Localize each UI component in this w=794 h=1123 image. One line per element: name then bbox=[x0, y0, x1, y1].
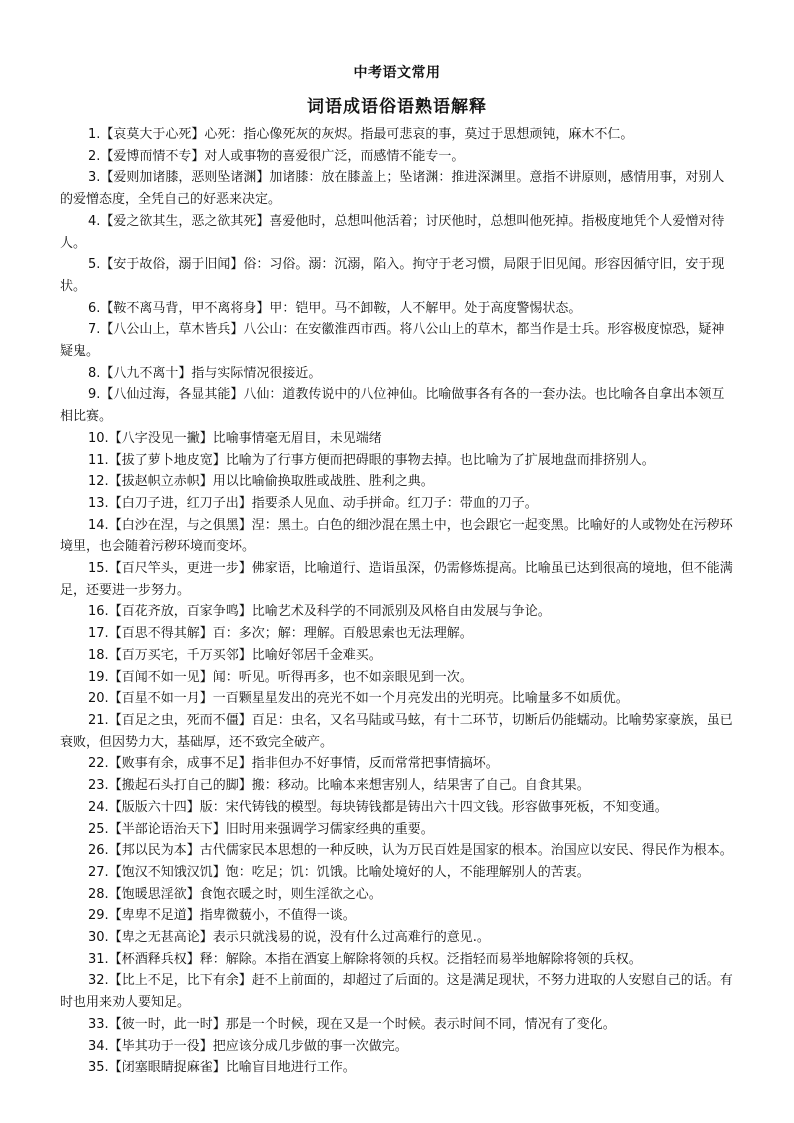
entry-term: 【百星不如一月】 bbox=[108, 691, 213, 707]
entry-term: 【卑之无甚高论】 bbox=[108, 930, 213, 946]
entry-definition: 那是一个时候，现在又是一个时候。表示时间不同，情况有了变化。 bbox=[225, 1016, 616, 1032]
entry-number: 35. bbox=[88, 1060, 109, 1076]
entry-term: 【版版六十四】 bbox=[108, 799, 200, 815]
entry-term: 【白沙在涅，与之俱黑】 bbox=[108, 517, 252, 533]
entry-number: 22. bbox=[88, 756, 109, 772]
entry-definition: 比喻艺术及科学的不同派别及风格自由发展与争论。 bbox=[251, 604, 551, 620]
entry-definition: 百足：虫名，又名马陆或马蚿，有十二环节，切断后仍能蠕动。比喻势家豪族，虽已衰败，但因势力大，基础厚，还不致完全破产。 bbox=[60, 712, 733, 750]
entry-number: 21. bbox=[88, 712, 109, 728]
entry-definition: 俗：习俗。溺：沉溺，陷入。拘守于老习惯，局限于旧见闻。形容因循守旧，安于现状。 bbox=[60, 257, 725, 294]
entry-term: 【饱汉不知饿汉饥】 bbox=[108, 864, 226, 880]
entry-number: 30. bbox=[88, 930, 109, 946]
entry-term: 【杯酒释兵权】 bbox=[108, 951, 200, 967]
entry-definition: 比喻盲目地进行工作。 bbox=[225, 1060, 356, 1076]
entry-number: 10. bbox=[88, 430, 109, 446]
entry-term: 【八字没见一撇】 bbox=[108, 430, 213, 446]
entry-term: 【哀莫大于心死】 bbox=[100, 127, 205, 142]
entry-item bbox=[60, 840, 736, 862]
entry-term: 【半部论语治天下】 bbox=[108, 821, 226, 837]
entry-term: 【败事有余，成事不足】 bbox=[108, 756, 252, 772]
entry-definition: 比喻为了行事方便而把碍眼的事物去掉。也比喻为了扩展地盘而排挤别人。 bbox=[225, 452, 655, 468]
entry-number: 6. bbox=[88, 300, 101, 316]
entry-term: 【鞍不离马背，甲不离将身】 bbox=[100, 300, 270, 316]
entry-number: 19. bbox=[88, 669, 109, 685]
entry-item bbox=[60, 775, 736, 797]
entry-item bbox=[60, 146, 736, 168]
entry-item bbox=[60, 1057, 736, 1079]
entry-definition: 一百颗星星发出的亮光不如一个月亮发出的光明亮。比喻量多不如质优。 bbox=[212, 691, 629, 707]
entry-number: 29. bbox=[88, 908, 109, 924]
entry-term: 【搬起石头打自己的脚】 bbox=[108, 778, 252, 794]
entry-number: 11. bbox=[88, 452, 109, 468]
entry-definition: 八仙：道教传说中的八位神仙。比喻做事各有各的一套办法。也比喻各自拿出本领互相比赛。 bbox=[60, 387, 725, 425]
entry-number: 31. bbox=[88, 951, 109, 967]
entry-definition: 涅：黑土。白色的细沙混在黑土中，也会跟它一起变黑。比喻好的人或物处在污秽环境里，也会随着污秽环境而变坏。 bbox=[60, 517, 733, 555]
entry-definition: 百：多次；解：理解。百般思索也无法理解。 bbox=[212, 626, 473, 642]
entry-number: 4. bbox=[88, 213, 101, 229]
entry-term: 【饱暖思淫欲】 bbox=[108, 886, 200, 902]
entry-number: 3. bbox=[88, 170, 101, 186]
entry-term: 【百尺竿头，更进一步】 bbox=[108, 561, 252, 577]
entry-definition: 八公山：在安徽淮西市西。将八公山上的草木，都当作是士兵。形容极度惊恐，疑神疑鬼。 bbox=[60, 322, 725, 360]
entry-definition: 赶不上前面的，却超过了后面的。这是满足现状，不努力进取的人安慰自己的话。有时也用来劝人要知足。 bbox=[60, 973, 733, 1011]
entry-definition: 释：解除。本指在酒宴上解除将领的兵权。泛指轻而易举地解除将领的兵权。 bbox=[199, 951, 642, 967]
entry-definition: 指卑微藐小，不值得一谈。 bbox=[199, 908, 356, 924]
entry-definition: 食饱衣暖之时，则生淫欲之心。 bbox=[199, 886, 382, 902]
entry-number: 18. bbox=[88, 647, 109, 663]
entry-item bbox=[60, 970, 736, 1013]
entry-number: 25. bbox=[88, 821, 109, 837]
document-title-line1: 中考语文常用 bbox=[353, 65, 441, 81]
entry-number: 34. bbox=[88, 1038, 109, 1054]
entry-number: 2. bbox=[88, 148, 101, 164]
entry-number: 17. bbox=[88, 626, 109, 642]
entry-definition: 饱：吃足；饥：饥饿。比喻处境好的人，不能理解别人的苦衷。 bbox=[225, 864, 590, 880]
entry-number: 1. bbox=[88, 127, 101, 142]
entry-term: 【百思不得其解】 bbox=[108, 626, 213, 642]
entry-number: 15. bbox=[88, 561, 109, 577]
entry-number: 20. bbox=[88, 691, 109, 707]
entry-item bbox=[60, 753, 736, 775]
entry-number: 8. bbox=[88, 365, 101, 381]
entry-item bbox=[60, 905, 736, 927]
entry-term: 【闭塞眼睛捉麻雀】 bbox=[108, 1060, 226, 1076]
entry-item bbox=[60, 167, 736, 210]
entry-term: 【八公山上，草木皆兵】 bbox=[100, 322, 244, 338]
entry-definition: 旧时用来强调学习儒家经典的重要。 bbox=[225, 821, 434, 837]
entry-term: 【爱则加诸膝，恶则坠诸渊】 bbox=[100, 170, 270, 186]
entry-item bbox=[60, 927, 736, 949]
entry-number: 28. bbox=[88, 886, 109, 902]
entry-term: 【爱博而情不专】 bbox=[100, 148, 205, 164]
entry-definition: 古代儒家民本思想的一种反映，认为万民百姓是国家的根本。治国应以安民、得民作为根本。 bbox=[199, 843, 733, 859]
entry-number: 26. bbox=[88, 843, 109, 859]
entry-definition: 指与实际情况很接近。 bbox=[191, 365, 322, 381]
entry-item bbox=[60, 949, 736, 971]
entry-number: 33. bbox=[88, 1016, 109, 1032]
entry-definition: 指要杀人见血、动手拼命。红刀子：带血的刀子。 bbox=[251, 495, 538, 511]
entry-term: 【比上不足，比下有余】 bbox=[108, 973, 252, 989]
entry-item bbox=[60, 384, 736, 427]
entry-number: 23. bbox=[88, 778, 109, 794]
entry-term: 【百足之虫，死而不僵】 bbox=[108, 712, 252, 728]
entry-definition: 用以比喻偷换取胜或战胜、胜利之典。 bbox=[212, 474, 434, 490]
entry-number: 27. bbox=[88, 864, 109, 880]
entry-number: 14. bbox=[88, 517, 109, 533]
entry-number: 12. bbox=[88, 474, 109, 490]
entry-item bbox=[60, 645, 736, 667]
entry-definition: 搬：移动。比喻本来想害别人，结果害了自己。自食其果。 bbox=[251, 778, 590, 794]
entry-item bbox=[60, 298, 736, 320]
entry-term: 【白刀子进，红刀子出】 bbox=[108, 495, 252, 511]
entry-definition: 把应该分成几步做的事一次做完。 bbox=[212, 1038, 408, 1054]
entry-item bbox=[60, 601, 736, 623]
entry-term: 【拔赵帜立赤帜】 bbox=[108, 474, 213, 490]
entry-item bbox=[60, 558, 736, 601]
entry-item bbox=[60, 623, 736, 645]
entry-definition: 表示只就浅易的说，没有什么过高难行的意见.。 bbox=[212, 930, 490, 946]
entry-item bbox=[60, 710, 736, 753]
entry-item bbox=[60, 493, 736, 515]
entry-definition: 喜爱他时，总想叫他活着；讨厌他时，总想叫他死掉。指极度地凭个人爱憎对待人。 bbox=[60, 213, 725, 251]
entry-number: 5. bbox=[88, 257, 101, 273]
entry-term: 【八九不离十】 bbox=[100, 365, 192, 381]
entry-number: 24. bbox=[88, 799, 109, 815]
entry-item bbox=[60, 515, 736, 558]
entry-definition: 对人或事物的喜爱很广泛，而感情不能专一。 bbox=[204, 148, 465, 164]
entry-definition: 比喻事情毫无眉目，未见端绪 bbox=[212, 430, 382, 446]
entry-item bbox=[60, 1036, 736, 1058]
entry-item bbox=[60, 667, 736, 689]
entry-definition: 加诸膝：放在膝盖上；坠诸渊：推进深渊里。意指不讲原则，感情用事，对别人的爱憎态度，全凭自己的好恶来决定。 bbox=[60, 170, 725, 208]
entry-definition: 比喻好邻居千金难买。 bbox=[251, 647, 382, 663]
entry-item bbox=[60, 797, 736, 819]
entry-term: 【邦以民为本】 bbox=[108, 843, 200, 859]
entry-number: 7. bbox=[88, 322, 101, 338]
entry-definition: 指非但办不好事情，反而常常把事情搞坏。 bbox=[251, 756, 499, 772]
entry-item bbox=[60, 450, 736, 472]
entry-definition: 甲：铠甲。马不卸鞍，人不解甲。处于高度警惕状态。 bbox=[269, 300, 582, 316]
entry-term: 【安于故俗，溺于旧闻】 bbox=[100, 257, 244, 273]
entry-term: 【百万买宅，千万买邻】 bbox=[108, 647, 252, 663]
entry-list bbox=[60, 124, 736, 1079]
entry-item bbox=[60, 319, 736, 362]
entry-term: 【百花齐放，百家争鸣】 bbox=[108, 604, 252, 620]
entry-definition: 佛家语，比喻道行、造诣虽深，仍需修炼提高。比喻虽已达到很高的境地，但不能满足，还要进一步努力。 bbox=[60, 561, 733, 598]
entry-item bbox=[60, 124, 736, 146]
entry-number: 16. bbox=[88, 604, 109, 620]
entry-item bbox=[60, 363, 736, 385]
entry-number: 13. bbox=[88, 495, 109, 511]
entry-item bbox=[60, 254, 736, 297]
entry-definition: 闻：听见。听得再多，也不如亲眼见到一次。 bbox=[212, 669, 473, 685]
entry-term: 【卑卑不足道】 bbox=[108, 908, 200, 924]
entry-item bbox=[60, 428, 736, 450]
document-title-line2: 词语成语俗语熟语解释 bbox=[307, 97, 487, 117]
entry-term: 【毕其功于一役】 bbox=[108, 1038, 213, 1054]
entry-item bbox=[60, 211, 736, 254]
entry-term: 【爱之欲其生，恶之欲其死】 bbox=[100, 213, 270, 229]
entry-item bbox=[60, 884, 736, 906]
entry-item bbox=[60, 688, 736, 710]
entry-item bbox=[60, 471, 736, 493]
entry-item bbox=[60, 862, 736, 884]
entry-term: 【百闻不如一见】 bbox=[108, 669, 213, 685]
entry-term: 【八仙过海，各显其能】 bbox=[100, 387, 244, 403]
entry-number: 32. bbox=[88, 973, 109, 989]
entry-term: 【拔了萝卜地皮宽】 bbox=[108, 452, 226, 468]
entry-item bbox=[60, 1014, 736, 1036]
entry-item bbox=[60, 819, 736, 841]
entry-term: 【彼一时，此一时】 bbox=[108, 1016, 226, 1032]
entry-definition: 心死：指心像死灰的灰烬。指最可悲哀的事，莫过于思想顽钝，麻木不仁。 bbox=[204, 127, 634, 142]
entry-number: 9. bbox=[88, 387, 101, 403]
entry-definition: 版：宋代铸钱的模型。每块铸钱都是铸出六十四文钱。形容做事死板，不知变通。 bbox=[199, 799, 668, 815]
